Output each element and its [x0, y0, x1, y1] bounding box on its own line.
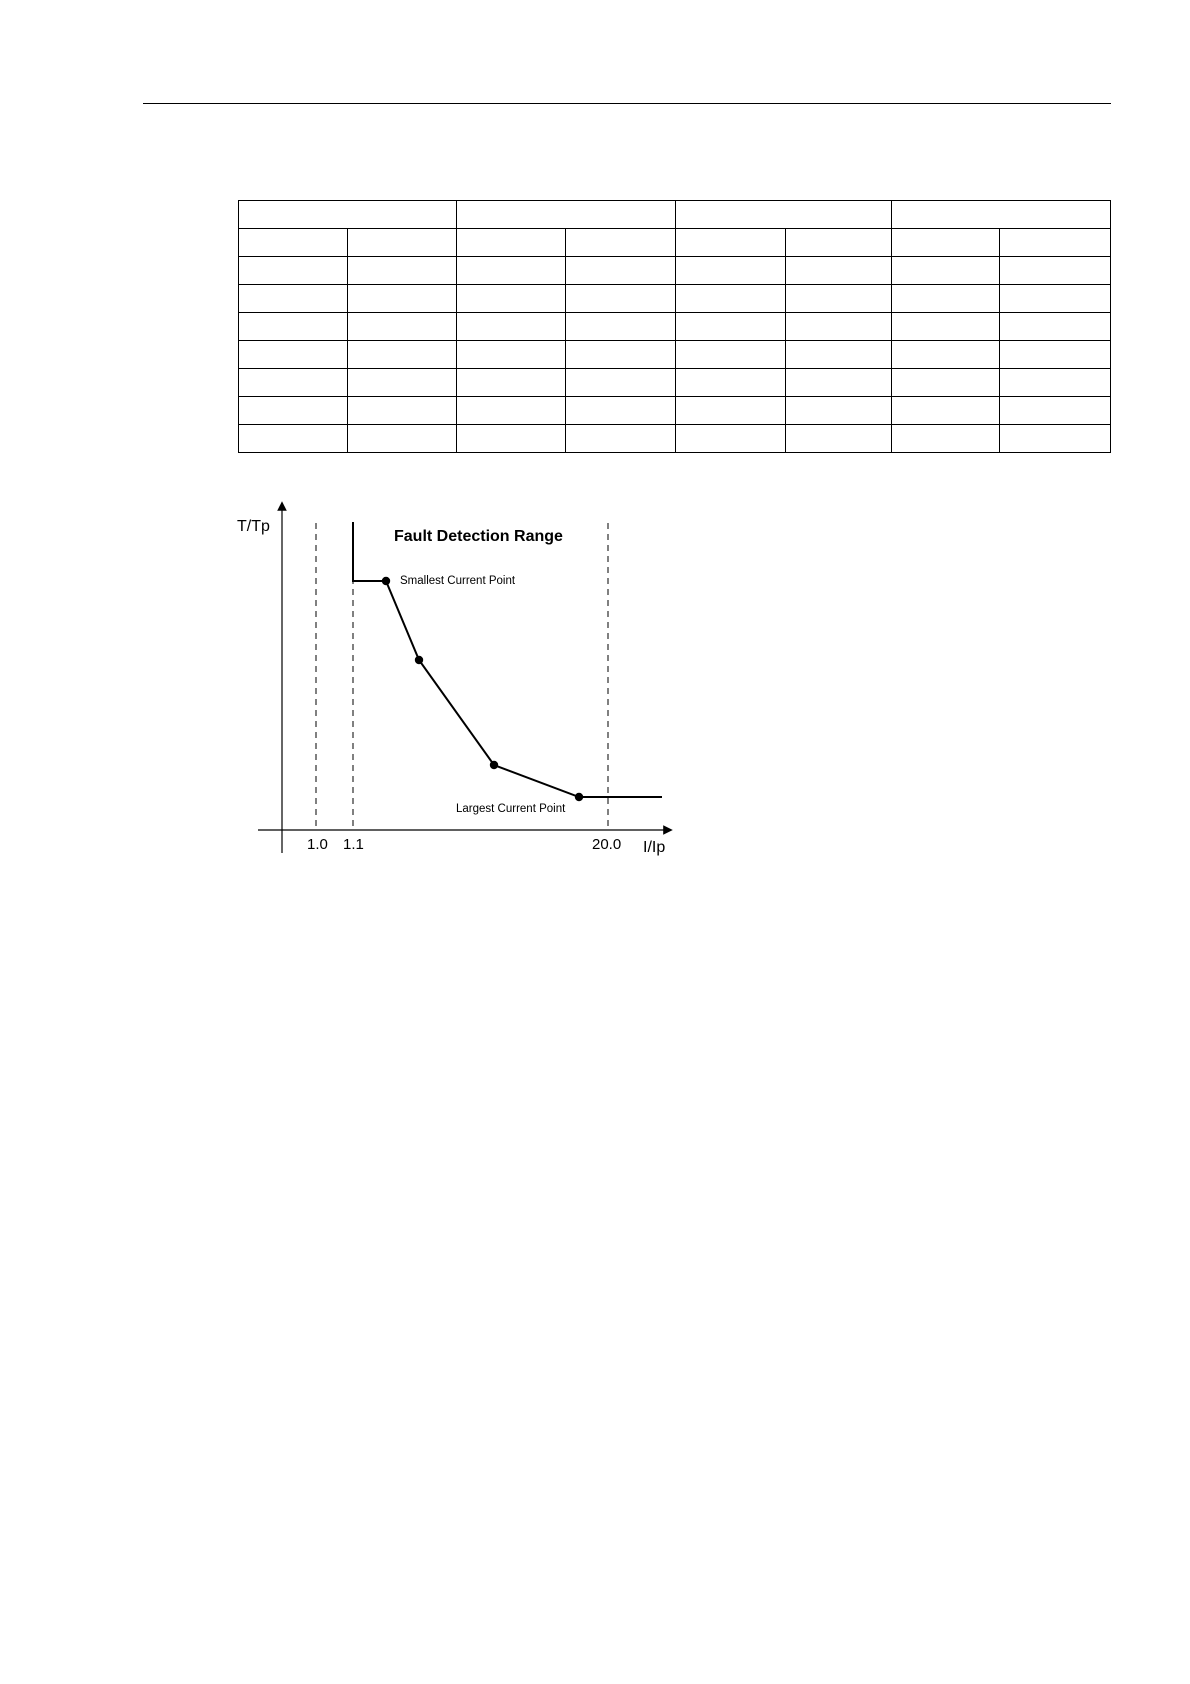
- y-axis-label: T/Tp: [237, 518, 270, 535]
- table-cell: [239, 313, 348, 341]
- table-cell: [457, 425, 566, 453]
- table-cell: [566, 341, 676, 369]
- table-cell: [348, 257, 457, 285]
- table-cell: [786, 285, 892, 313]
- table-cell: [239, 397, 348, 425]
- table-cell: [348, 313, 457, 341]
- curve-point-smallest: [382, 577, 390, 585]
- table-row: [239, 313, 1111, 341]
- table-cell: [457, 257, 566, 285]
- data-table: [238, 200, 1111, 453]
- table-cell: [892, 257, 1000, 285]
- x-axis-label: I/Ip: [643, 839, 666, 856]
- group-header-cell: [676, 201, 892, 229]
- curve-point-2: [415, 656, 423, 664]
- sub-header-cell: [786, 229, 892, 257]
- fault-detection-range-title: Fault Detection Range: [394, 528, 563, 545]
- table-cell: [1000, 397, 1111, 425]
- table-cell: [348, 341, 457, 369]
- table-cell: [892, 285, 1000, 313]
- table-cell: [566, 285, 676, 313]
- group-header-cell: [457, 201, 676, 229]
- table-cell: [239, 425, 348, 453]
- table-cell: [892, 369, 1000, 397]
- table-cell: [1000, 341, 1111, 369]
- table-cell: [348, 369, 457, 397]
- table-cell: [676, 397, 786, 425]
- sub-header-cell: [566, 229, 676, 257]
- table-cell: [676, 369, 786, 397]
- sub-header-cell: [457, 229, 566, 257]
- table-cell: [892, 425, 1000, 453]
- largest-current-point-label: Largest Current Point: [456, 803, 566, 815]
- fault-detection-figure: [230, 500, 690, 870]
- table-cell: [239, 369, 348, 397]
- curve-point-3: [490, 761, 498, 769]
- table-cell: [239, 285, 348, 313]
- table-cell: [892, 397, 1000, 425]
- group-header-cell: [239, 201, 457, 229]
- sub-header-cell: [676, 229, 786, 257]
- table-cell: [457, 397, 566, 425]
- group-header-cell: [892, 201, 1111, 229]
- table-cell: [566, 369, 676, 397]
- table-cell: [676, 257, 786, 285]
- table-group-header-row: [239, 201, 1111, 229]
- table-cell: [457, 313, 566, 341]
- table-cell: [566, 425, 676, 453]
- table-cell: [566, 313, 676, 341]
- table-cell: [892, 313, 1000, 341]
- table-cell: [348, 425, 457, 453]
- table-cell: [348, 397, 457, 425]
- table-cell: [786, 313, 892, 341]
- sub-header-cell: [348, 229, 457, 257]
- x-tick-label: 20.0: [592, 836, 622, 853]
- table-cell: [786, 397, 892, 425]
- table-cell: [786, 369, 892, 397]
- x-tick-label: 1.1: [343, 836, 364, 853]
- table-row: [239, 425, 1111, 453]
- sub-header-cell: [892, 229, 1000, 257]
- table-cell: [239, 341, 348, 369]
- table-cell: [676, 425, 786, 453]
- table-row: [239, 369, 1111, 397]
- table-cell: [676, 341, 786, 369]
- table-cell: [566, 397, 676, 425]
- table-cell: [566, 257, 676, 285]
- table-row: [239, 285, 1111, 313]
- table-cell: [1000, 313, 1111, 341]
- table-cell: [786, 425, 892, 453]
- table-cell: [239, 257, 348, 285]
- table-cell: [457, 285, 566, 313]
- table-cell: [786, 341, 892, 369]
- characteristic-curve: [353, 522, 662, 797]
- sub-header-cell: [1000, 229, 1111, 257]
- curve-point-largest: [575, 793, 583, 801]
- table-sub-header-row: [239, 229, 1111, 257]
- table-cell: [1000, 425, 1111, 453]
- table-cell: [1000, 257, 1111, 285]
- table-cell: [786, 257, 892, 285]
- sub-header-cell: [239, 229, 348, 257]
- table-cell: [892, 341, 1000, 369]
- header-rule: [143, 103, 1111, 104]
- table-cell: [1000, 285, 1111, 313]
- table-row: [239, 341, 1111, 369]
- table-cell: [676, 313, 786, 341]
- table-row: [239, 397, 1111, 425]
- table-cell: [457, 341, 566, 369]
- x-tick-label: 1.0: [307, 836, 328, 853]
- table-cell: [348, 285, 457, 313]
- smallest-current-point-label: Smallest Current Point: [400, 575, 516, 587]
- table-cell: [457, 369, 566, 397]
- table-row: [239, 257, 1111, 285]
- table-cell: [676, 285, 786, 313]
- table-cell: [1000, 369, 1111, 397]
